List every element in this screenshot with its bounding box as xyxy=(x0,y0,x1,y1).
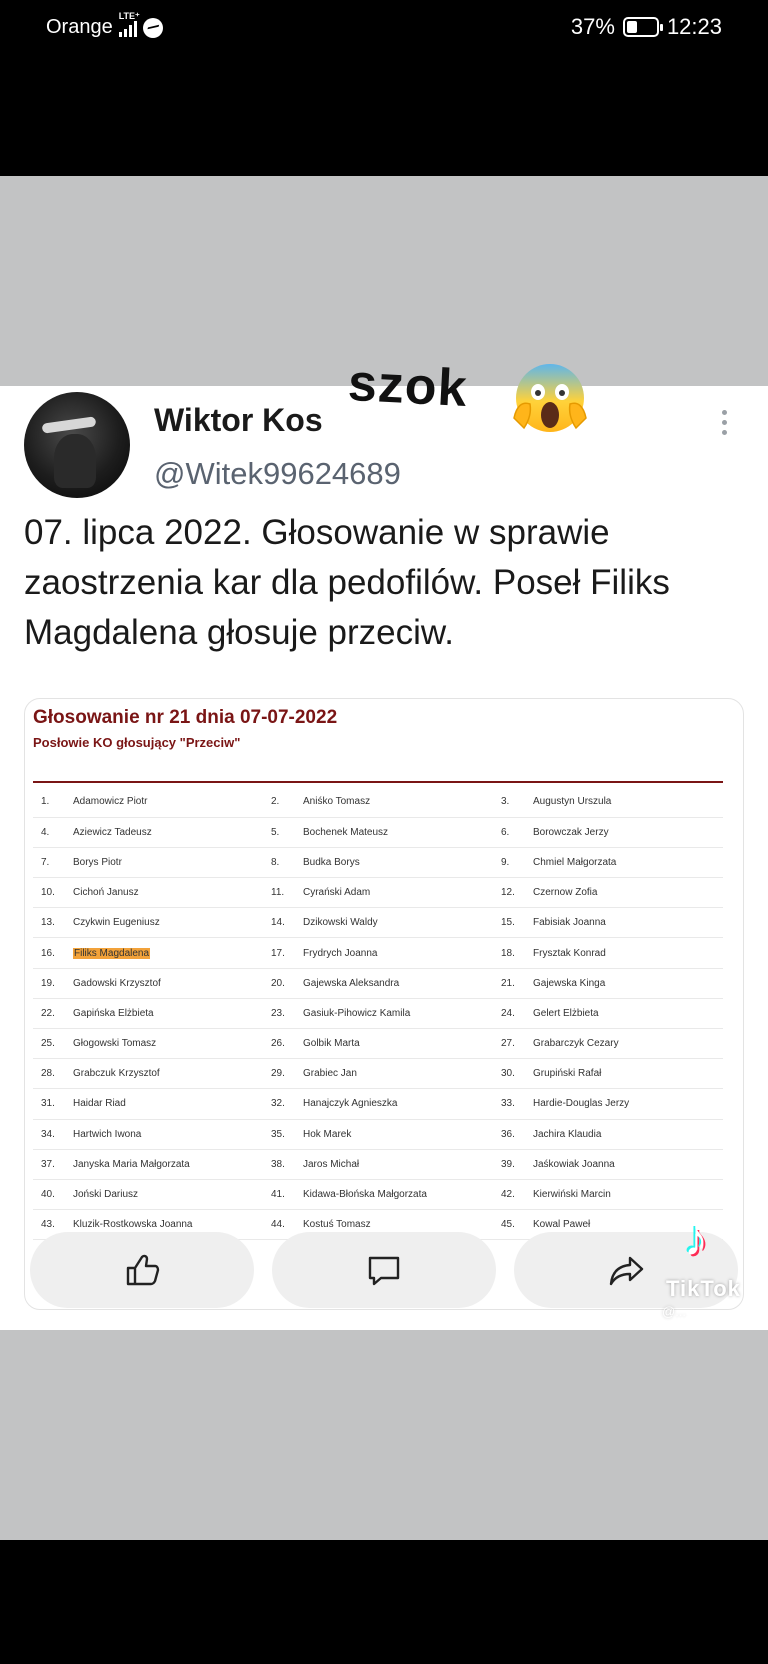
overlay-caption: szok xyxy=(346,353,470,419)
table-row xyxy=(33,1059,723,1089)
signal-icon xyxy=(118,10,140,37)
member-number: 25. xyxy=(33,1029,67,1059)
author-handle: @Witek99624689 xyxy=(154,456,401,491)
clock: 12:23 xyxy=(666,14,722,39)
divider xyxy=(33,781,723,783)
member-name: Joński Dariusz xyxy=(67,1179,263,1209)
member-name: Gapińska Elżbieta xyxy=(67,998,263,1028)
member-name: Cyrański Adam xyxy=(297,878,493,908)
member-name: Kluzik-Rostkowska Joanna xyxy=(67,1210,263,1240)
member-number: 15. xyxy=(493,908,527,938)
member-number: 27. xyxy=(493,1029,527,1059)
member-number: 28. xyxy=(33,1059,67,1089)
member-number: 43. xyxy=(33,1210,67,1240)
member-number: 32. xyxy=(263,1089,297,1119)
member-number: 17. xyxy=(263,938,297,968)
member-name: Jaros Michał xyxy=(297,1149,493,1179)
tiktok-username: @... xyxy=(662,1304,687,1319)
member-number: 31. xyxy=(33,1089,67,1119)
document-title: Głosowanie nr 21 dnia 07-07-2022 xyxy=(33,707,338,728)
member-number: 12. xyxy=(493,878,527,908)
member-name: Kidawa-Błońska Małgorzata xyxy=(297,1179,493,1209)
member-number: 38. xyxy=(263,1149,297,1179)
member-name: Grupiński Rafał xyxy=(527,1059,723,1089)
member-name: Hanajczyk Agnieszka xyxy=(297,1089,493,1119)
document-subtitle: Posłowie KO głosujący "Przeciw" xyxy=(33,735,241,750)
member-name: Borys Piotr xyxy=(67,847,263,877)
member-name: Aziewicz Tadeusz xyxy=(67,817,263,847)
member-number: 14. xyxy=(263,908,297,938)
comment-button[interactable] xyxy=(272,1232,496,1308)
member-number: 42. xyxy=(493,1179,527,1209)
highlighted-member-name: Filiks Magdalena xyxy=(74,947,150,959)
status-bar xyxy=(0,0,768,56)
member-number: 24. xyxy=(493,998,527,1028)
table-row xyxy=(33,817,723,847)
member-number: 18. xyxy=(493,938,527,968)
member-name: Głogowski Tomasz xyxy=(67,1029,263,1059)
table-row xyxy=(33,908,723,938)
author-name: Wiktor Kos xyxy=(154,402,323,438)
vote-table xyxy=(33,787,723,1240)
vote-document-image xyxy=(24,698,744,1310)
network-type: LTE⁺ xyxy=(118,10,140,21)
member-number: 41. xyxy=(263,1179,297,1209)
member-name: Kostuś Tomasz xyxy=(297,1210,493,1240)
member-number: 2. xyxy=(263,787,297,817)
member-name: Grabczuk Krzysztof xyxy=(67,1059,263,1089)
member-number: 8. xyxy=(263,847,297,877)
member-name: Hok Marek xyxy=(297,1119,493,1149)
member-number: 13. xyxy=(33,908,67,938)
member-number: 39. xyxy=(493,1149,527,1179)
battery-percent: 37% xyxy=(570,14,615,39)
member-number: 11. xyxy=(263,878,297,908)
member-number: 10. xyxy=(33,878,67,908)
table-row xyxy=(33,878,723,908)
member-number: 45. xyxy=(493,1210,527,1240)
member-name: Czernow Zofia xyxy=(527,878,723,908)
member-number: 37. xyxy=(33,1149,67,1179)
table-row xyxy=(33,1029,723,1059)
messenger-icon xyxy=(143,18,163,38)
member-name: Frydrych Joanna xyxy=(297,938,493,968)
member-number: 6. xyxy=(493,817,527,847)
table-row xyxy=(33,847,723,877)
member-number: 20. xyxy=(263,968,297,998)
member-number: 5. xyxy=(263,817,297,847)
member-name: Cichoń Janusz xyxy=(67,878,263,908)
tiktok-brand: TikTok xyxy=(666,1276,741,1301)
member-number: 44. xyxy=(263,1210,297,1240)
member-name: Aniśko Tomasz xyxy=(297,787,493,817)
table-row xyxy=(33,1149,723,1179)
member-number: 1. xyxy=(33,787,67,817)
member-number: 33. xyxy=(493,1089,527,1119)
member-number: 40. xyxy=(33,1179,67,1209)
member-name: Hartwich Iwona xyxy=(67,1119,263,1149)
member-name xyxy=(67,938,263,968)
member-number: 9. xyxy=(493,847,527,877)
share-icon xyxy=(606,1250,646,1290)
member-number: 35. xyxy=(263,1119,297,1149)
battery-icon xyxy=(623,17,659,37)
member-name: Gelert Elżbieta xyxy=(527,998,723,1028)
member-name: Kowal Paweł xyxy=(527,1210,723,1240)
tiktok-watermark xyxy=(662,1212,762,1322)
tiktok-logo-icon: ♪ xyxy=(684,1213,708,1266)
member-number: 4. xyxy=(33,817,67,847)
member-name: Gasiuk-Pihowicz Kamila xyxy=(297,998,493,1028)
member-number: 23. xyxy=(263,998,297,1028)
tweet-text: 07. lipca 2022. Głosowanie w sprawie zaostrzenia kar dla pedofilów. Poseł Filiks Magdalena głosuje przeciw. xyxy=(24,513,670,652)
member-number: 3. xyxy=(493,787,527,817)
more-options-icon xyxy=(722,410,727,435)
table-row xyxy=(33,787,723,817)
member-number: 21. xyxy=(493,968,527,998)
member-name: Dzikowski Waldy xyxy=(297,908,493,938)
member-name: Jaśkowiak Joanna xyxy=(527,1149,723,1179)
member-name: Golbik Marta xyxy=(297,1029,493,1059)
member-number: 26. xyxy=(263,1029,297,1059)
member-name: Gajewska Aleksandra xyxy=(297,968,493,998)
table-row xyxy=(33,938,723,968)
member-number: 36. xyxy=(493,1119,527,1149)
member-name: Augustyn Urszula xyxy=(527,787,723,817)
table-row xyxy=(33,1179,723,1209)
like-button[interactable] xyxy=(30,1232,254,1308)
thumbs-up-icon xyxy=(122,1250,162,1290)
member-number: 7. xyxy=(33,847,67,877)
table-row xyxy=(33,998,723,1028)
table-row xyxy=(33,1089,723,1119)
table-row xyxy=(33,1119,723,1149)
member-name: Frysztak Konrad xyxy=(527,938,723,968)
member-name: Czykwin Eugeniusz xyxy=(67,908,263,938)
member-name: Grabarczyk Cezary xyxy=(527,1029,723,1059)
member-number: 34. xyxy=(33,1119,67,1149)
avatar xyxy=(24,392,130,498)
member-name: Haidar Riad xyxy=(67,1089,263,1119)
member-name: Budka Borys xyxy=(297,847,493,877)
member-name: Gadowski Krzysztof xyxy=(67,968,263,998)
member-name: Chmiel Małgorzata xyxy=(527,847,723,877)
member-name: Gajewska Kinga xyxy=(527,968,723,998)
member-number: 29. xyxy=(263,1059,297,1089)
comment-icon xyxy=(364,1250,404,1290)
screaming-face-emoji-icon xyxy=(508,358,592,442)
member-number: 16. xyxy=(33,938,67,968)
member-name: Bochenek Mateusz xyxy=(297,817,493,847)
member-name: Borowczak Jerzy xyxy=(527,817,723,847)
member-name: Grabiec Jan xyxy=(297,1059,493,1089)
member-number: 19. xyxy=(33,968,67,998)
member-name: Adamowicz Piotr xyxy=(67,787,263,817)
member-number: 22. xyxy=(33,998,67,1028)
member-name: Kierwiński Marcin xyxy=(527,1179,723,1209)
carrier-name: Orange xyxy=(46,16,113,38)
member-name: Janyska Maria Małgorzata xyxy=(67,1149,263,1179)
table-row xyxy=(33,968,723,998)
member-name: Jachira Klaudia xyxy=(527,1119,723,1149)
member-number: 30. xyxy=(493,1059,527,1089)
member-name: Hardie-Douglas Jerzy xyxy=(527,1089,723,1119)
member-name: Fabisiak Joanna xyxy=(527,908,723,938)
